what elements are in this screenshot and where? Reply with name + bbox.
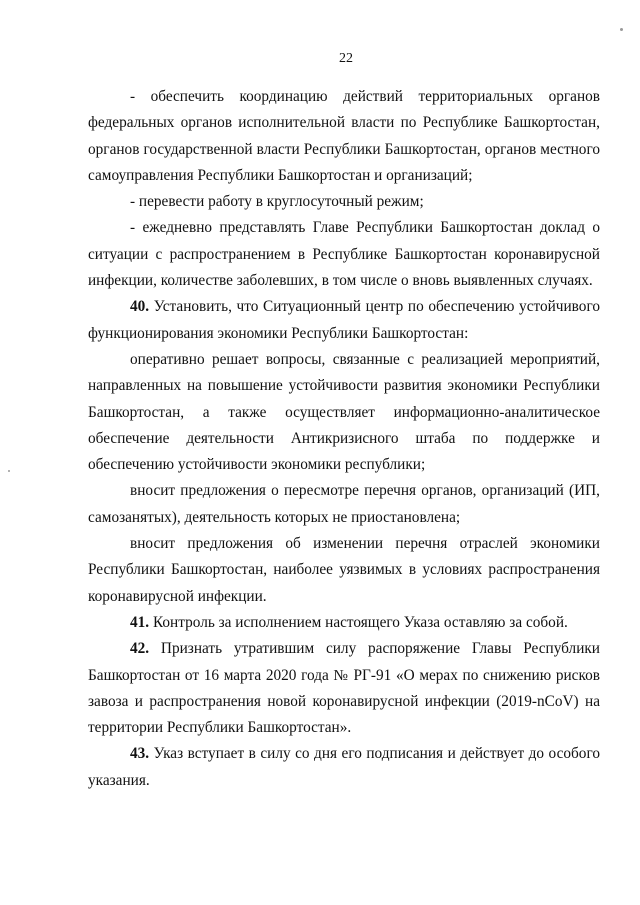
paragraph-coordination — [88, 84, 600, 189]
paragraph-text: - обеспечить координацию действий территориальных органов федеральных органов исполнительной власти по Республике Башкортостан, органов государственной власти Республики Башкортостан, органов местного самоуправления Республики Башкортостан и организаций; — [88, 88, 600, 184]
paragraph-41 — [88, 610, 600, 636]
page-number: 22 — [339, 51, 353, 66]
paragraph-text: - ежедневно представлять Главе Республики Башкортостан доклад о ситуации с распространением в Республике Башкортостан коронавирусной инфекции, количестве заболевших, в том числе о вновь выявленных случаях. — [88, 219, 600, 290]
paragraph-number: 41. — [130, 613, 150, 631]
scan-speck — [620, 28, 623, 31]
paragraph-text: Установить, что Ситуационный центр по обеспечению устойчивого функционирования экономики Республики Башкортостан: — [88, 298, 600, 342]
paragraph-number: 40. — [130, 298, 150, 316]
paragraph-40 — [88, 294, 600, 347]
scan-speck — [8, 470, 10, 472]
paragraph-sectors — [88, 531, 600, 610]
paragraph-43 — [88, 741, 600, 794]
document-body — [88, 84, 600, 794]
paragraph-text: - перевести работу в круглосуточный режим; — [130, 193, 424, 211]
paragraph-daily-report — [88, 215, 600, 294]
paragraph-number: 43. — [130, 745, 150, 763]
paragraph-operational — [88, 347, 600, 478]
paragraph-text: вносит предложения об изменении перечня отраслей экономики Республики Башкортостан, наиболее уязвимых в условиях распространения коронавирусной инфекции. — [88, 535, 600, 605]
paragraph-number: 42. — [130, 640, 150, 658]
paragraph-list-review — [88, 478, 600, 531]
paragraph-round-the-clock — [88, 189, 600, 215]
paragraph-text: Признать утратившим силу распоряжение Главы Республики Башкортостан от 16 марта 2020 года № РГ-91 «О мерах по снижению рисков завоза и распространения новой коронавирусной инфекции (2019-nCoV) на территории Республики Башкортостан». — [88, 640, 600, 737]
paragraph-text: оперативно решает вопросы, связанные с реализацией мероприятий, направленных на повышение устойчивости развития экономики Республики Башкортостан, а также осуществляет информационно-аналитическое обеспечение деятельности Антикризисного штаба по поддержке и обеспечению устойчивости экономики республики; — [88, 350, 600, 474]
document-page — [88, 50, 600, 794]
paragraph-text: Контроль за исполнением настоящего Указа оставляю за собой. — [149, 613, 568, 631]
paragraph-42 — [88, 636, 600, 741]
paragraph-text: вносит предложения о пересмотре перечня органов, организаций (ИП, самозанятых), деятельность которых не приостановлена; — [88, 482, 600, 526]
paragraph-text: Указ вступает в силу со дня его подписания и действует до особого указания. — [88, 745, 600, 789]
